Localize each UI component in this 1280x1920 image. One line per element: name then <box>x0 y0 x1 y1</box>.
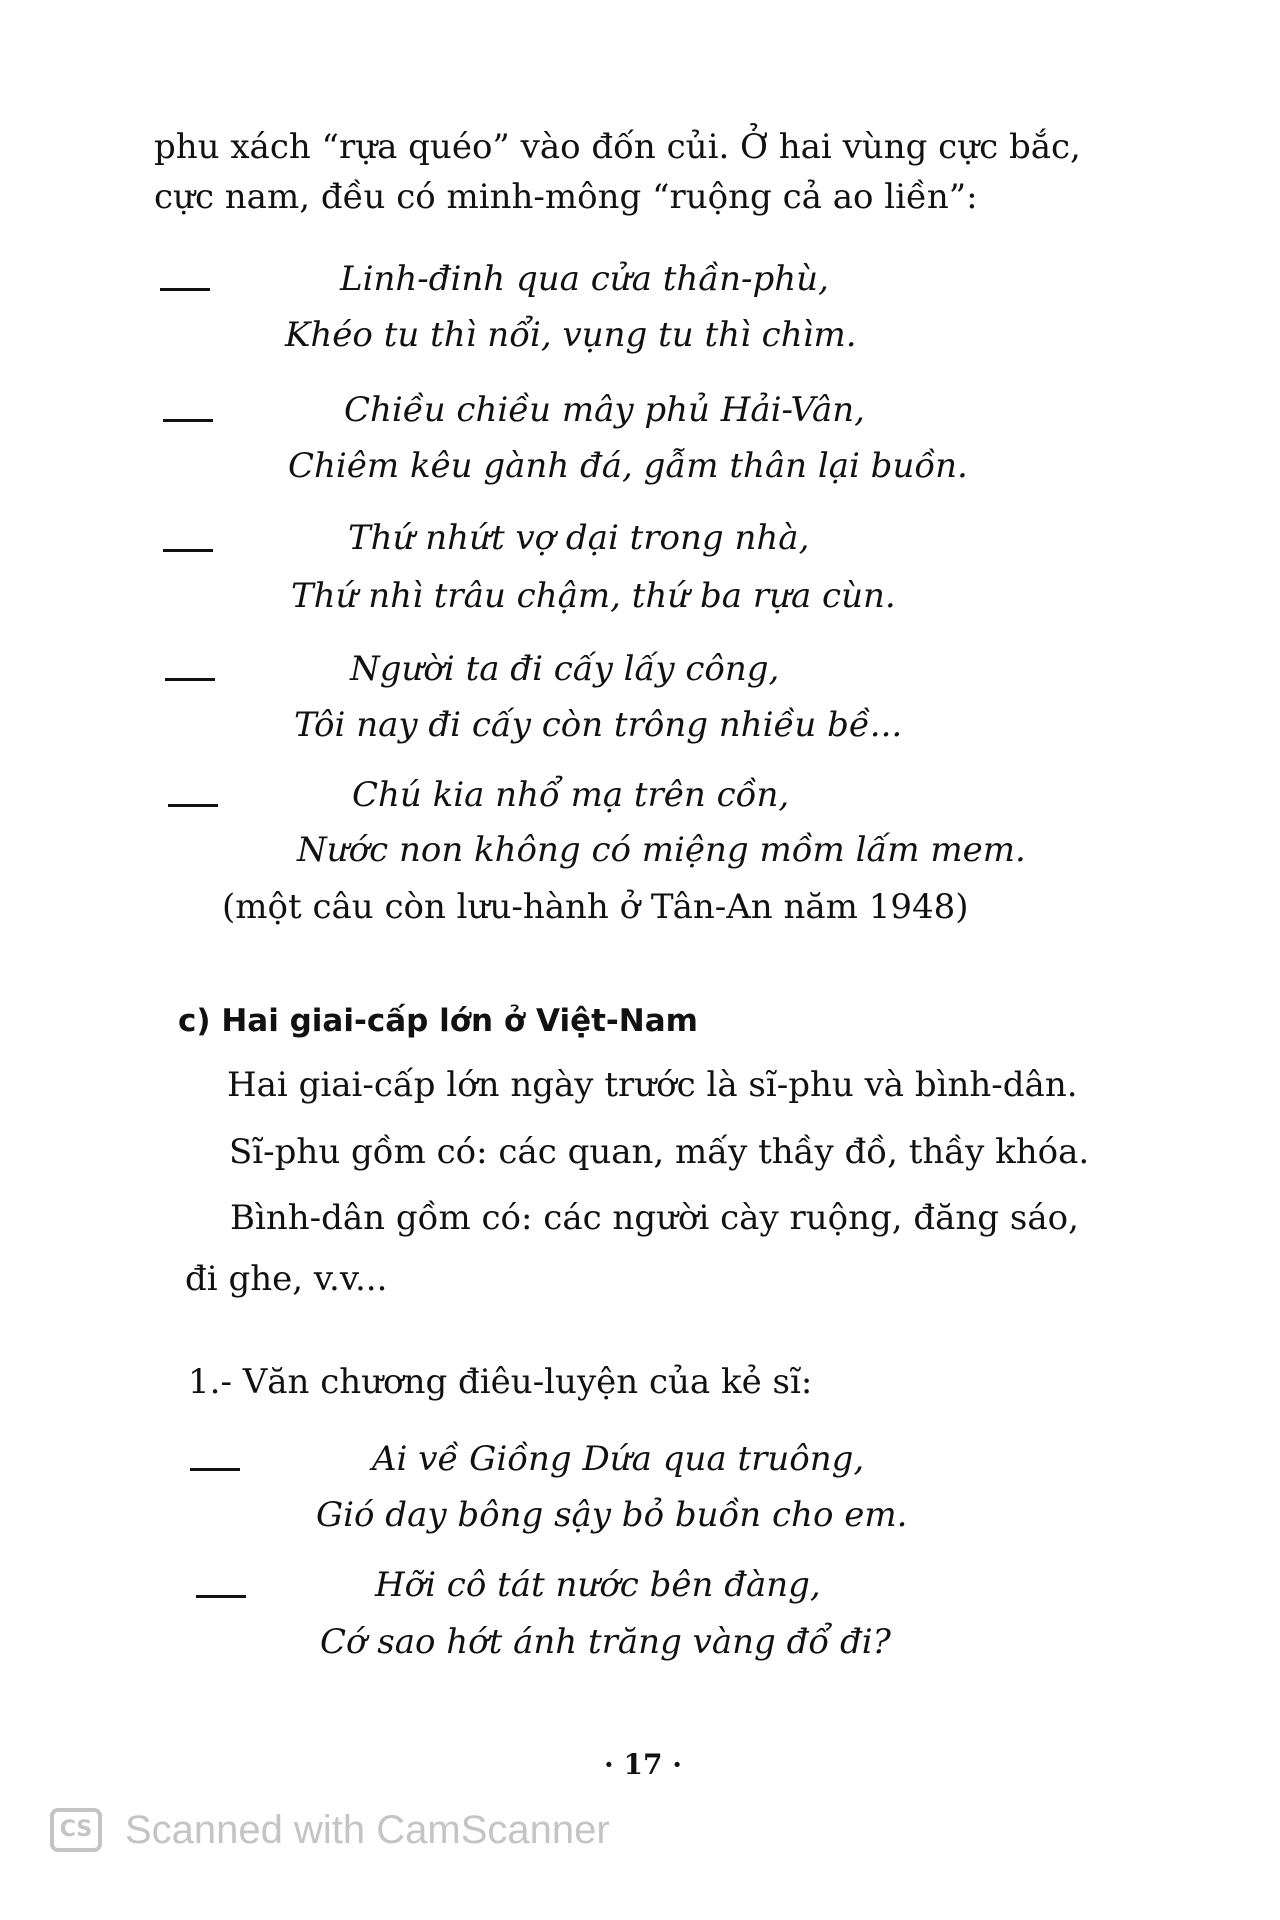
verse-dash <box>163 549 213 552</box>
intro-line-2: cực nam, đều có minh-mông “ruộng cả ao liền”: <box>154 177 978 217</box>
verse-line: Gió day bông sậy bỏ buồn cho em. <box>316 1495 908 1535</box>
verse-line: Cớ sao hớt ánh trăng vàng đổ đi? <box>320 1622 891 1662</box>
section-heading: c) Hai giai-cấp lớn ở Việt-Nam <box>178 1003 698 1039</box>
verse-line: Nước non không có miệng mồm lấm mem. <box>297 830 1026 870</box>
intro-line-1: phu xách “rựa quéo” vào đốn củi. Ở hai vùng cực bắc, <box>154 127 1081 167</box>
paragraph-1: Hai giai-cấp lớn ngày trước là sĩ-phu và bình-dân. <box>227 1065 1078 1105</box>
paragraph-3-line-2: đi ghe, v.v... <box>185 1259 388 1299</box>
verse-dash <box>196 1595 246 1598</box>
verse-line: Tôi nay đi cấy còn trông nhiều bề... <box>294 705 903 745</box>
verse-dash <box>163 419 213 422</box>
camscanner-watermark: Scanned with CamScanner <box>125 1808 610 1852</box>
verse-line: Chiêm kêu gành đá, gẫm thân lại buồn. <box>288 446 968 486</box>
verse-line: Linh-đinh qua cửa thần-phù, <box>340 259 829 299</box>
paragraph-3-line-1: Bình-dân gồm có: các người cày ruộng, đăng sáo, <box>230 1198 1079 1238</box>
verse-line: Thứ nhứt vợ dại trong nhà, <box>348 518 810 558</box>
verse-line: Khéo tu thì nổi, vụng tu thì chìm. <box>285 315 857 355</box>
verse-line: Hỡi cô tát nước bên đàng, <box>375 1565 821 1605</box>
verse-line: Người ta đi cấy lấy công, <box>350 649 780 689</box>
verse-dash <box>160 288 210 291</box>
paragraph-2: Sĩ-phu gồm có: các quan, mấy thầy đồ, thầy khóa. <box>229 1132 1090 1172</box>
camscanner-logo-icon: CS <box>50 1808 102 1852</box>
page-number: · 17 · <box>604 1748 682 1781</box>
verse-dash <box>165 678 215 681</box>
verse-line: Chiều chiều mây phủ Hải-Vân, <box>344 390 865 430</box>
verse-line: Chú kia nhổ mạ trên cồn, <box>352 775 790 815</box>
verse-note: (một câu còn lưu-hành ở Tân-An năm 1948) <box>222 887 969 927</box>
subheading: 1.- Văn chương điêu-luyện của kẻ sĩ: <box>188 1362 813 1402</box>
verse-dash <box>190 1468 240 1471</box>
verse-line: Thứ nhì trâu chậm, thứ ba rựa cùn. <box>291 576 896 616</box>
verse-line: Ai về Giồng Dứa qua truông, <box>372 1439 865 1479</box>
verse-dash <box>168 804 218 807</box>
